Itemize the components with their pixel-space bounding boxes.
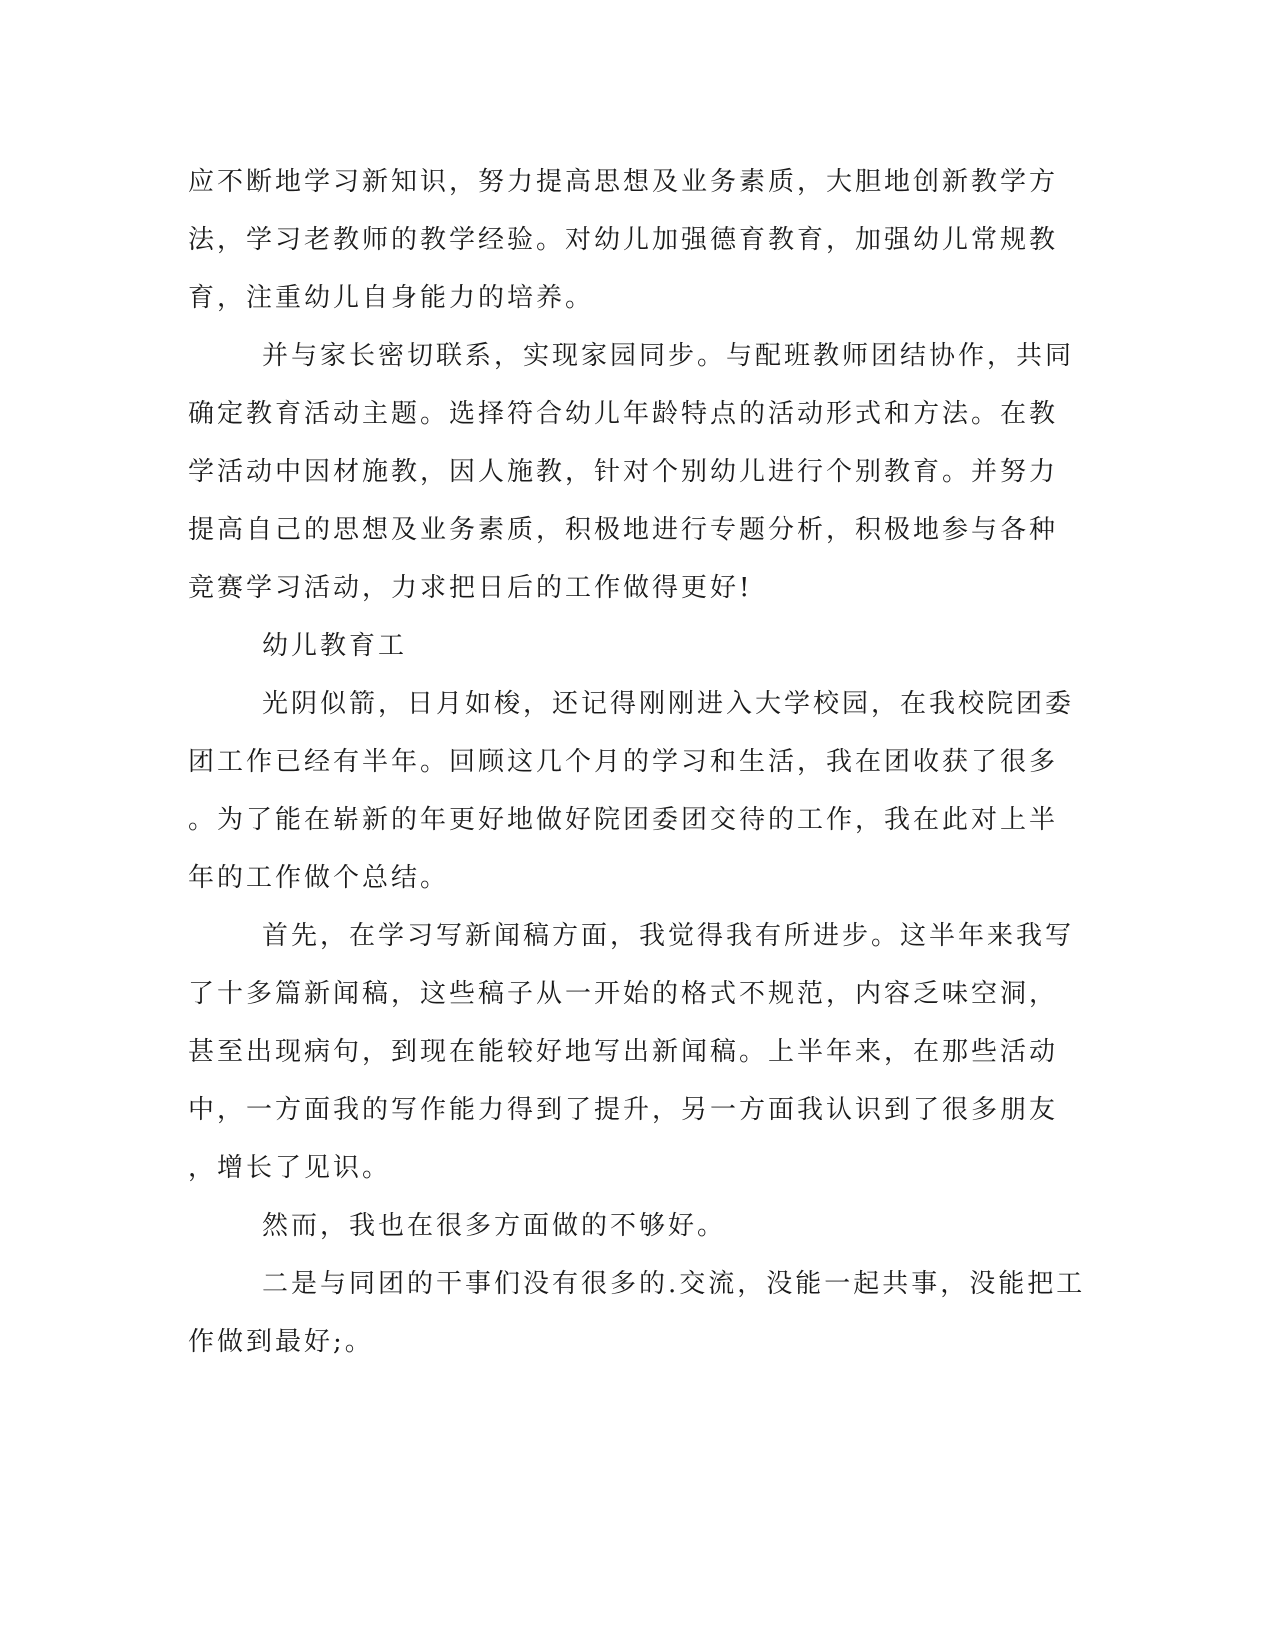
paragraph-1-line-2: 法，学习老教师的教学经验。对幼儿加强德育教育，加强幼儿常规教 <box>188 225 1059 255</box>
paragraph-4-line-2: 团工作已经有半年。回顾这几个月的学习和生活，我在团收获了很多 <box>188 747 1059 777</box>
paragraph-5-line-2: 了十多篇新闻稿，这些稿子从一开始的格式不规范，内容乏味空洞， <box>188 979 1059 1009</box>
paragraph-5-line-1: 首先，在学习写新闻稿方面，我觉得我有所进步。这半年来我写 <box>262 921 1075 951</box>
paragraph-2-line-3: 学活动中因材施教，因人施教，针对个别幼儿进行个别教育。并努力 <box>188 457 1059 487</box>
paragraph-2-line-5: 竞赛学习活动，力求把日后的工作做得更好! <box>188 573 753 603</box>
paragraph-5-line-5: ，增长了见识。 <box>188 1153 392 1183</box>
paragraph-2-line-2: 确定教育活动主题。选择符合幼儿年龄特点的活动形式和方法。在教 <box>188 399 1059 429</box>
paragraph-5-line-4: 中，一方面我的写作能力得到了提升，另一方面我认识到了很多朋友 <box>188 1095 1059 1125</box>
paragraph-2-line-1: 并与家长密切联系，实现家园同步。与配班教师团结协作，共同 <box>262 341 1075 371</box>
paragraph-7-line-2: 作做到最好;。 <box>188 1327 374 1357</box>
paragraph-4-line-4: 年的工作做个总结。 <box>188 863 450 893</box>
paragraph-2-line-4: 提高自己的思想及业务素质，积极地进行专题分析，积极地参与各种 <box>188 515 1059 545</box>
paragraph-1-line-3: 育，注重幼儿自身能力的培养。 <box>188 283 595 313</box>
paragraph-4-line-3: 。为了能在崭新的年更好地做好院团委团交待的工作，我在此对上半 <box>188 805 1059 835</box>
paragraph-5-line-3: 甚至出现病句，到现在能较好地写出新闻稿。上半年来，在那些活动 <box>188 1037 1059 1067</box>
paragraph-4-line-1: 光阴似箭，日月如梭，还记得刚刚进入大学校园，在我校院团委 <box>262 689 1075 719</box>
paragraph-7-line-1: 二是与同团的干事们没有很多的.交流，没能一起共事，没能把工 <box>262 1269 1086 1299</box>
paragraph-1-line-1: 应不断地学习新知识，努力提高思想及业务素质，大胆地创新教学方 <box>188 167 1059 197</box>
paragraph-6-line-1: 然而，我也在很多方面做的不够好。 <box>262 1211 727 1241</box>
section-heading: 幼儿教育工 <box>262 631 408 661</box>
